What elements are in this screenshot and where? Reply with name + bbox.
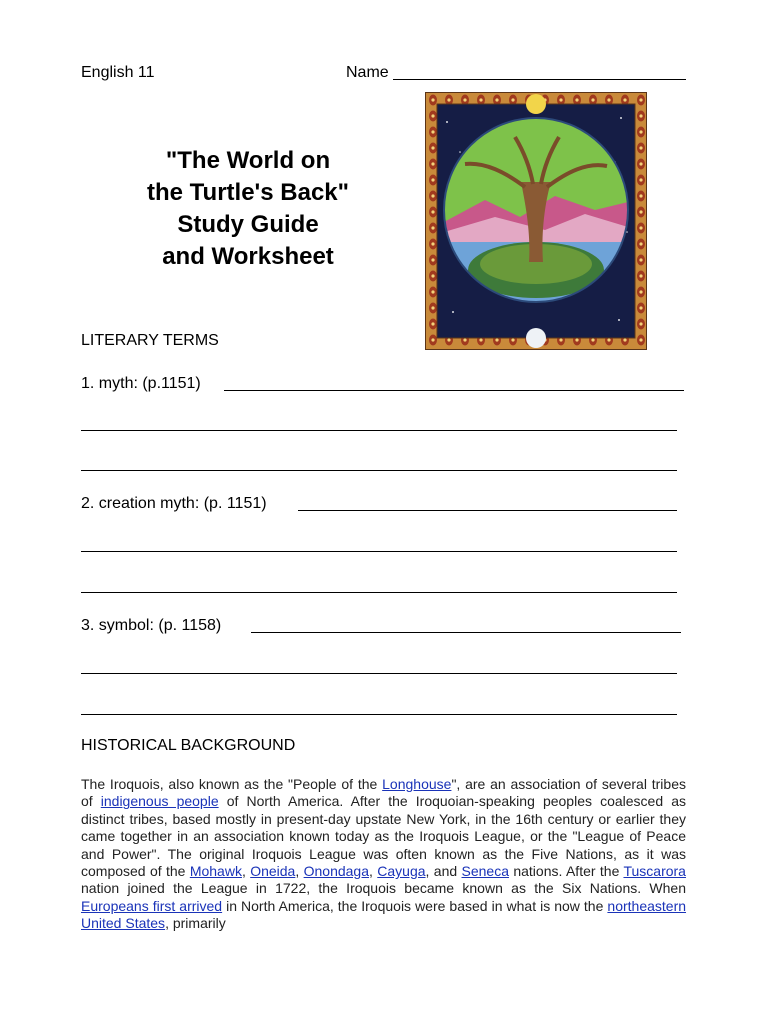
paragraph-link[interactable]: Longhouse [382,776,452,792]
answer-line [81,673,677,674]
answer-line [251,632,681,633]
paragraph-link[interactable]: Cayuga [377,863,426,880]
historical-background-heading: HISTORICAL BACKGROUND [81,737,296,754]
paragraph-link[interactable]: indigenous people [100,793,219,810]
paragraph-link[interactable]: Seneca [461,863,509,880]
paragraph-link[interactable]: Europeans first arrived [81,897,223,914]
paragraph-link[interactable]: Onondaga [303,863,370,880]
paragraph-link[interactable]: Oneida [250,863,296,880]
answer-line [81,430,677,431]
worksheet-title [100,145,396,273]
name-blank-line [393,79,686,80]
paragraph-text: nations. After the [508,863,624,880]
answer-line [81,551,677,552]
name-label: Name [346,64,389,81]
historical-background-paragraph [81,776,686,933]
paragraph-text: ", are an association of several tribes of [81,776,686,810]
answer-line [81,714,677,715]
literary-terms-heading: LITERARY TERMS [81,332,219,349]
paragraph-text: in North America, the Iroquois were based in what is now the [222,897,608,914]
paragraph-text: , primarily [165,915,226,932]
paragraph-text: of North America. After the Iroquoian-speaking peoples coalesced as distinct tribes, based mostly in present-day upstate New York, in the 16th century or earlier they came together in an association known today as the Iroquois League, or the "League of Peace and Power". The original Iroquois League was often known as the Five Nations, as it was composed of the [81,793,686,880]
paragraph-link[interactable]: Tuscarora [623,863,686,880]
course-label: English 11 [81,64,155,81]
answer-line [298,510,677,511]
term-creation-myth-label: 2. creation myth: (p. 1151) [81,495,267,512]
turtle-tree-illustration [425,92,647,350]
paragraph-text: , [369,863,378,880]
paragraph-text: , [295,863,304,880]
term-symbol-label: 3. symbol: (p. 1158) [81,617,222,634]
paragraph-text: , [241,863,251,880]
title-line-1: "The World on [165,147,331,174]
title-line-3: Study Guide [177,211,319,238]
paragraph-link[interactable]: Mohawk [189,863,242,880]
title-line-2: the Turtle's Back" [146,179,350,206]
paragraph-text: The Iroquois, also known as the "People of the [81,776,383,792]
answer-line [81,592,677,593]
answer-line [81,470,677,471]
term-myth-label: 1. myth: (p.1151) [81,375,201,392]
paragraph-link[interactable]: northeastern United States [81,897,687,932]
paragraph-text: nation joined the League in 1722, the Iroquois became known as the Six Nations. When [81,880,686,897]
answer-line [224,390,684,391]
title-line-4: and Worksheet [162,243,334,270]
paragraph-text: , and [425,863,462,880]
